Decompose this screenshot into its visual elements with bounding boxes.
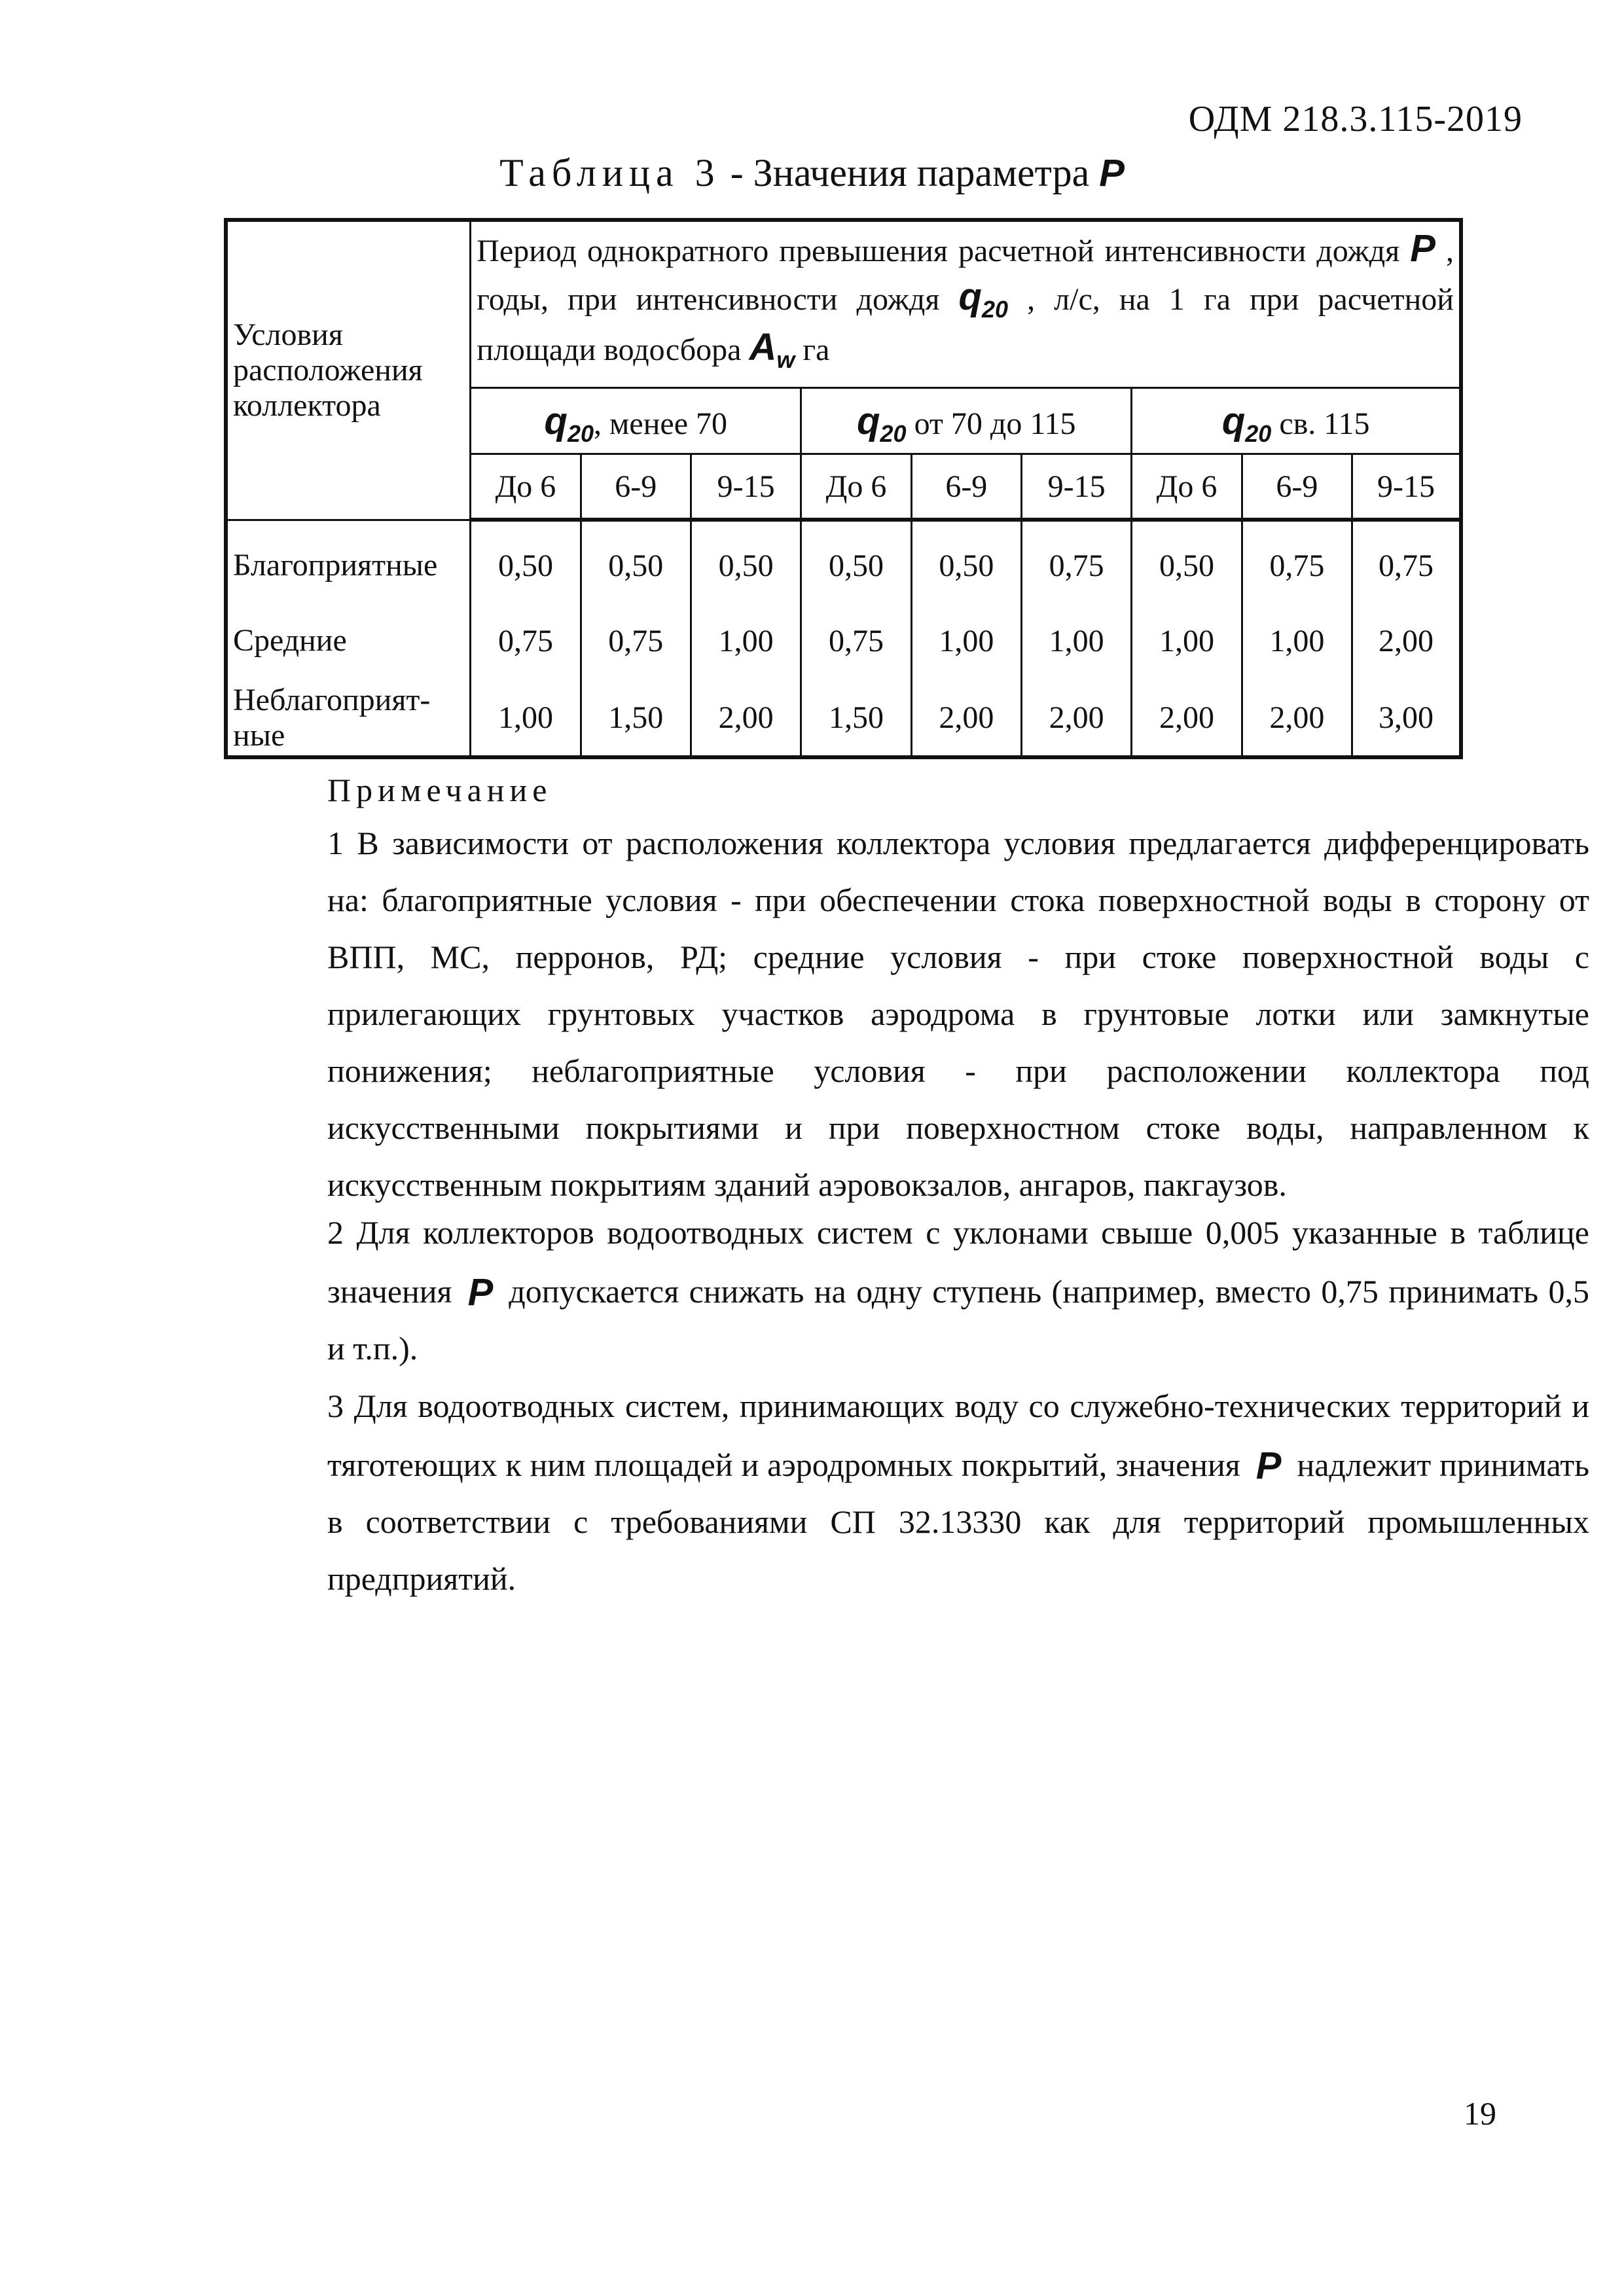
table-cell: 0,50 <box>1132 529 1242 601</box>
table-title <box>0 151 1624 196</box>
table-cell: 1,00 <box>471 680 581 757</box>
group-q-symbol: q <box>544 399 568 442</box>
table-cell: 0,50 <box>471 529 581 601</box>
group-q-symbol: q <box>857 399 880 442</box>
document-code: ОДМ 218.3.115-2019 <box>1188 99 1523 139</box>
note-3-symbol: P <box>1255 1444 1282 1487</box>
group-header-cell <box>801 388 1132 454</box>
row-condition: Средние <box>226 601 471 680</box>
table-row <box>226 529 1461 601</box>
note-1: 1 В зависимости от расположения коллектора условия предлагается дифференцировать на: благоприятные условия - при обеспечении стока поверхностной воды в сторону от ВПП, МС, перронов, РД; средние условия - при стоке поверхностной воды с прилегающих грунтовых участков аэродрома в грунтовые лотки или замкнутые понижения; неблагоприятные условия - при расположении коллектора под искусственными покрытиями и при поверхностном стоке воды, направленном к искусственным покрытиям зданий аэровокзалов, ангаров, пакгаузов. <box>327 825 1589 1203</box>
period-symbol-q: q <box>958 276 982 318</box>
period-header-text-1: Период однократного превышения расчетной интенсивности дождя <box>477 234 1411 268</box>
period-symbol-p: P <box>1410 227 1435 270</box>
group-header-cell <box>1132 388 1461 454</box>
subheader-cell: До 6 <box>1132 454 1242 520</box>
table-title-text: - Значения параметра <box>720 151 1100 194</box>
group-header-cell <box>471 388 801 454</box>
table-row <box>226 601 1461 680</box>
table-cell: 1,50 <box>801 680 911 757</box>
table-cell: 0,50 <box>581 529 691 601</box>
table-title-symbol: P <box>1099 152 1125 194</box>
table-cell: 2,00 <box>1132 680 1242 757</box>
table-cell: 0,75 <box>1352 529 1461 601</box>
note-3 <box>230 1378 1589 1607</box>
period-header-text-4: га <box>795 332 830 367</box>
group-q-symbol: q <box>1221 399 1246 442</box>
table-cell: 3,00 <box>1352 680 1461 757</box>
note-heading: Примечание <box>327 772 552 808</box>
table-cell: 1,00 <box>911 601 1021 680</box>
period-header-text-2: , годы, при интенсивности дождя <box>477 234 1454 317</box>
table-cell: 2,00 <box>1352 601 1461 680</box>
subheader-cell: 6-9 <box>581 454 691 520</box>
page-number: 19 <box>1464 2095 1496 2132</box>
subheader-cell: 9-15 <box>691 454 801 520</box>
group-q-sub: 20 <box>880 420 907 447</box>
table-cell: 1,00 <box>1132 601 1242 680</box>
table-cell: 1,00 <box>1021 601 1131 680</box>
subheader-cell: 9-15 <box>1021 454 1131 520</box>
table-cell: 0,75 <box>1242 529 1352 601</box>
parameter-table <box>224 218 1463 759</box>
table-title-label: Таблица 3 <box>499 151 721 194</box>
note-2-symbol: P <box>467 1271 494 1314</box>
table-cell: 0,75 <box>1021 529 1131 601</box>
period-symbol-q-sub: 20 <box>981 296 1008 323</box>
group-header-label: от 70 до 115 <box>906 406 1076 441</box>
table-cell: 0,75 <box>581 601 691 680</box>
period-header-cell <box>471 220 1461 388</box>
subheader-cell: 9-15 <box>1352 454 1461 520</box>
group-q-sub: 20 <box>1245 420 1272 447</box>
period-header-text-3: , л/с, на 1 га при расчетной площади водосбора <box>477 282 1454 367</box>
subheader-cell: До 6 <box>801 454 911 520</box>
table-cell: 0,50 <box>801 529 911 601</box>
table-cell: 2,00 <box>911 680 1021 757</box>
note-2-text-b: допускается снижать на одну ступень (например, вместо 0,75 принимать 0,5 и т.п.). <box>327 1273 1589 1367</box>
row-condition: Благоприятные <box>226 529 471 601</box>
table-cell: 1,00 <box>691 601 801 680</box>
note-2-text-a: 2 Для коллекторов водоотводных систем с уклонами свыше 0,005 указанные в таблице значения <box>327 1214 1589 1310</box>
table-cell: 0,50 <box>691 529 801 601</box>
subheader-cell: 6-9 <box>1242 454 1352 520</box>
table-cell: 0,75 <box>471 601 581 680</box>
subheader-cell: 6-9 <box>911 454 1021 520</box>
table-cell: 2,00 <box>1021 680 1131 757</box>
table-row <box>226 680 1461 757</box>
note-3-text-a: 3 Для водоотводных систем, принимающих воду со служебно-технических территорий и тяготеющих к ним площадей и аэродромных покрытий, значения <box>327 1388 1589 1483</box>
table-cell: 0,50 <box>911 529 1021 601</box>
row-condition: Неблагоприят-ные <box>226 680 471 757</box>
period-symbol-a-sub: w <box>776 346 795 373</box>
period-symbol-a: A <box>749 326 777 368</box>
group-header-label: св. 115 <box>1271 406 1370 441</box>
note-2 <box>230 1204 1589 1377</box>
group-q-sub: 20 <box>567 420 594 447</box>
row-header-cell: Условия расположения коллектора <box>226 220 471 520</box>
table-cell: 2,00 <box>691 680 801 757</box>
table-cell: 1,50 <box>581 680 691 757</box>
table-cell: 2,00 <box>1242 680 1352 757</box>
group-header-label: , менее 70 <box>594 406 728 441</box>
table-cell: 0,75 <box>801 601 911 680</box>
note-3-text-b: надлежит принимать в соответствии с требованиями СП 32.13330 как для территорий промышленных предприятий. <box>327 1446 1589 1597</box>
subheader-cell: До 6 <box>471 454 581 520</box>
table-cell: 1,00 <box>1242 601 1352 680</box>
